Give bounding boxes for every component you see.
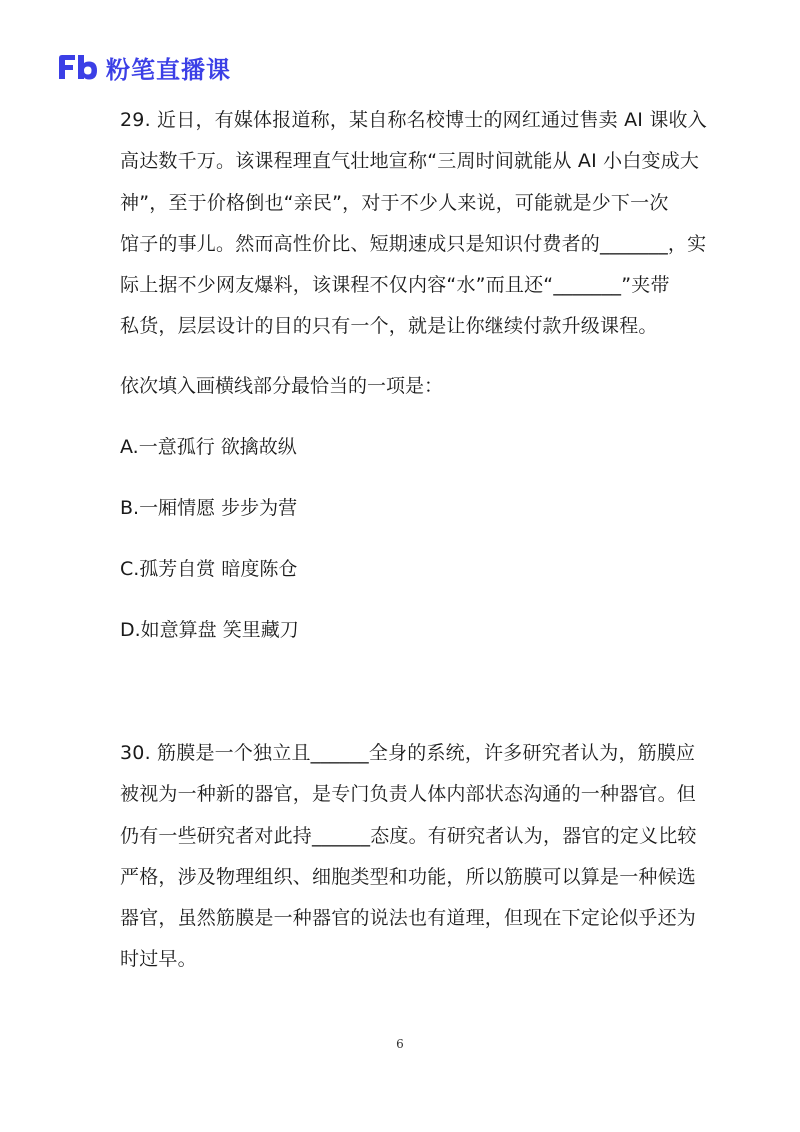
q30-line-6: 时过早。 xyxy=(120,948,197,971)
q29-option-c: C.孤芳自赏 暗度陈仓 xyxy=(120,557,298,580)
brand-name: 粉笔直播课 xyxy=(106,55,231,84)
q30-line-1: 30. 筋膜是一个独立且______全身的系统，许多研究者认为，筋膜应 xyxy=(120,742,696,764)
q29-option-d: D.如意算盘 笑里藏刀 xyxy=(120,618,299,641)
q29-line-4: 馆子的事儿。然而高性价比、短期速成只是知识付费者的_______，实 xyxy=(120,232,707,255)
q29-line-5: 际上据不少网友爆料，该课程不仅内容“水”而且还“_______”夹带 xyxy=(120,274,670,297)
q29-line-1: 29. 近日，有媒体报道称，某自称名校博士的网红通过售卖 AI 课收入 xyxy=(120,109,707,131)
page-number: 6 xyxy=(396,1037,404,1051)
q30-line-4: 严格，涉及物理组织、细胞类型和功能，所以筋膜可以算是一种候选 xyxy=(120,865,697,888)
q29-prompt: 依次填入画横线部分最恰当的一项是： xyxy=(120,374,444,397)
q29-line-2: 高达数千万。该课程理直气壮地宣称“三周时间就能从 AI 小白变成大 xyxy=(120,150,700,173)
q30-line-3: 仍有一些研究者对此持______态度。有研究者认为，器官的定义比较 xyxy=(120,824,697,847)
header xyxy=(56,50,231,84)
q29-line-3: 神”，至于价格倒也“亲民”，对于不少人来说，可能就是少下一次 xyxy=(120,191,669,214)
q29-option-b: B.一厢情愿 步步为营 xyxy=(120,496,298,519)
question-30 xyxy=(120,733,700,981)
q30-line-5: 器官，虽然筋膜是一种器官的说法也有道理，但现在下定论似乎还为 xyxy=(120,907,697,930)
q30-line-2: 被视为一种新的器官，是专门负责人体内部状态沟通的一种器官。但 xyxy=(120,783,697,806)
question-29 xyxy=(120,100,707,651)
q29-option-a: A.一意孤行 欲擒故纵 xyxy=(120,435,297,458)
fenbi-logo-icon xyxy=(56,52,100,82)
q29-line-6: 私货，层层设计的目的只有一个，就是让你继续付款升级课程。 xyxy=(120,315,658,338)
